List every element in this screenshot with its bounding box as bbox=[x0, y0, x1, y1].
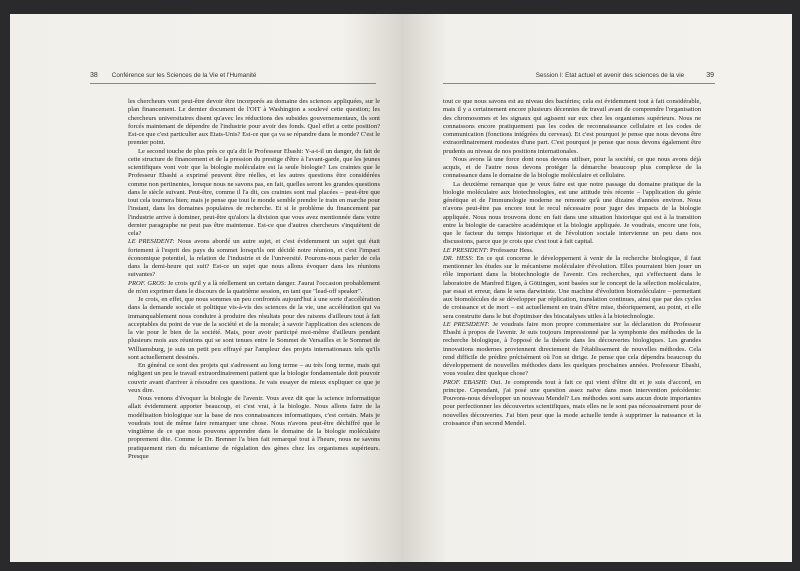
speaker-name: PROF. EBASHI bbox=[443, 378, 486, 386]
paragraph-text: les chercheurs vont peut-être devoir être incorporés au domaine des sciences appliquées, sur le plan financement. Le dernier document de l'OIT à Washington a soulevé cette question; les chercheurs universitaires disent qu'avec les réductions des subsides gouvernementaux, ils sont forcés maintenant de dépendre de l'industrie pour avoir des fonds. Quel effet a cette position? Est-ce que c'est particulier aux Etats-Unis? Est-ce que ça va se répandre dans le monde? C'est le premier point. bbox=[128, 98, 380, 147]
running-head-right bbox=[536, 72, 714, 79]
paragraph-text: Je voudrais faire mon propre commentaire sur la déclaration du Professeur Ebashi à propos de l'avenir. Je suis toujours impressionné par la symphonie des méthodes de la recherche biologique, à l'opposé de la théorie dans les découvertes biologiques. Les grandes innovations modernes proviennent directement de l'établissement de nouvelles méthodes. Cela rend difficile de prédire précisément où l'on se dirige. Je pense que cela dépendra beaucoup du développement de nouvelles méthodes dans les quelques prochaines années. Professeur Ebashi, vous voulez dire quelque chose? bbox=[443, 320, 701, 378]
running-head-text: Session I: Etat actuel et avenir des sciences de la vie bbox=[535, 72, 685, 79]
paragraph bbox=[443, 181, 701, 247]
page-number: 39 bbox=[706, 72, 714, 79]
paragraph: LE PRESIDENT: Je voudrais faire mon propre commentaire sur la déclaration du Professeur Ebashi à propos de l'avenir. Je suis toujours impressionné par la symphonie des méthodes de la recherche biologique, à l'opposé de la théorie dans les découvertes biologiques. Les grandes innovations modernes proviennent directement de l'établissement de nouvelles méthodes. Cela rend difficile de prédire précisément où l'on se dirige. Je pense que cela dépendra beaucoup du développement de nouvelles méthodes dans les quelques prochaines années. Professeur Ebashi, vous voulez dire quelque chose? bbox=[443, 320, 701, 378]
running-head-left bbox=[90, 72, 256, 79]
speaker-name: DR. HESS bbox=[443, 254, 472, 262]
speaker-name: LE PRESIDENT bbox=[128, 238, 173, 246]
speaker-name: PROF. GROS bbox=[128, 279, 165, 287]
left-page bbox=[10, 14, 401, 562]
header-rule bbox=[90, 83, 376, 84]
right-page bbox=[401, 14, 792, 562]
paragraph bbox=[443, 156, 701, 181]
paragraph-text: Nous avons abordé un autre sujet, et c'est évidemment un sujet qui était fortement à l'esprit des pays du sommet lorsqu'ils ont décidé notre réunion, et c'est l'impact économique potentiel, la relation de l'industrie et de l'université. Pourons-nous parler de cela dans la demi-heure qui suit? Est-ce un sujet que nous allons évoquer dans les réunions suivantes? bbox=[128, 238, 380, 279]
page-number: 38 bbox=[90, 72, 98, 79]
paragraph: LE PRESIDENT: Professeur Hess. bbox=[443, 246, 534, 254]
paragraph: LE PRESIDENT: Nous avons abordé un autre sujet, et c'est évidemment un sujet qui était fortement à l'esprit des pays du sommet lorsqu'ils ont décidé notre réunion, et c'est l'impact économique potentiel, la relation de l'industrie et de l'université. Pourons-nous parler de cela dans la demi-heure qui suit? Est-ce un sujet que nous allons évoquer dans les réunions suivantes? bbox=[128, 238, 380, 279]
paragraph-text: Oui. Je comprends tout à fait ce qui vient d'être dit et je suis d'accord, en principe. Cependant, j'ai posé une question assez naïve dans mon intervention précédente: Pouvons-nous développer un nouveau Mendel? Les méthodes sont sans aucun doute importantes pour perfectionner les découvertes scientifiques, mais elles ne le sont pas nécessairement pour de nouvelles découvertes. J'ai bien peur que la mode actuelle tende à supprimer la naissance et la croissance d'un second Mendel. bbox=[443, 378, 701, 427]
paragraph-text: Je crois, en effet, que nous sommes un peu confrontés aujourd'hui à une sorte d'accélération dans la demande sociale et politique vis-à-vis des sciences de la vie, une accélération qui va immanquablement nous conduire à produire des résultats pour des raisons d'ailleurs tout à fait acceptables du point de vue de la société et de la morale; à savoir l'application des sciences de la vie pour le bien de la société. Mais, pour avoir participé moi-même d'ailleurs pendant plusieurs mois aux réunions qui se sont tenues entre le Sommet de Versailles et le Sommet de Williamsburg, je suis un petit peu effrayé par l'ampleur des projets internationaux tels qu'ils sont actuellement dessinés. bbox=[128, 296, 380, 361]
open-book bbox=[10, 14, 792, 562]
paragraph-text: Professeur Hess. bbox=[489, 246, 534, 254]
paragraph: PROF. EBASHI: Oui. Je comprends tout à fait ce qui vient d'être dit et je suis d'accord, en principe. Cependant, j'ai posé une question assez naïve dans mon intervention précédente: Pouvons-nous développer un nouveau Mendel? Les méthodes sont sans aucun doute importantes pour perfectionner les découvertes scientifiques, mais elles ne le sont pas nécessairement pour de nouvelles découvertes. J'ai bien peur que la mode actuelle tende à supprimer la naissance et la croissance d'un second Mendel. bbox=[443, 378, 701, 427]
paragraph bbox=[128, 362, 380, 395]
speaker-name: LE PRESIDENT bbox=[443, 320, 488, 328]
paragraph-text: La deuxième remarque que je veux faire est que notre passage du domaine pratique de la biologie moléculaire aux biotechnologies, est une attitude très récente – l'application du génie génétique et de l'immunologie moderne ne remonte qu'à une dizaine d'années environ. Nous n'avons peut-être pas encore tout le recul nécessaire pour juger des impacts de la biologie appliquée. Nous nous trouvons donc en fait dans une situation historique qui est à la transition entre la biologie de caractère académique et la biologie appliquée. Je voudrais, encore une fois, que le facteur du temps historique et de l'évolution sociale intervienne un peu dans nos discussions, parce que je crois que c'est tout à fait capital. bbox=[443, 180, 701, 246]
paragraph-text: En général ce sont des projets qui s'adressent au long terme – au très long terme, mais qui négligent un peu le travail extraordinairement patient que la biologie fondamentale doit pouvoir couvrir avant d'arriver à résoudre ces questions. Je vais essayer de mieux expliquer ce que je veux dire. bbox=[128, 362, 380, 394]
paragraph-text: Je crois qu'il y a là réellement un certain danger. J'aurai l'occasion probablement de m'en exprimer dans le discours de la quatrième session, en tant que "lead-off speaker". bbox=[128, 279, 380, 295]
paragraph-text: Nous avons là une force dont nous devons utiliser, pour la société, ce que nous avons déjà acquis, et de l'autre nous devons protéger la démarche beaucoup plus complexe de la connaissance dans le domaine de la biologie moléculaire et cellulaire. bbox=[443, 155, 701, 180]
paragraph-text: tout ce que nous savons est au niveau des bactéries; cela est évidemment tout à fait considérable, mais il y a certainement encore plusieurs décennies de travail avant de comprendre l'organisation des chromosomes et les signaux qui agissent sur eux chez les organismes supérieurs. Nous ne connaissons encore pratiquement pas les codes de reconnaissance cellulaire et les codes de communication (fonctions intégrées du cerveau). Et c'est pourquoi je pense que nous devons être extraordinairement modestes d'une part. C'est pourquoi je pense que nous devons également être prudents au niveau de nos positions internationales. bbox=[443, 98, 701, 155]
speaker-name: LE PRESIDENT bbox=[443, 246, 487, 254]
paragraph: DR. HESS: En ce qui concerne le développement à venir de la recherche biologique, il faut mentionner les études sur le mécanisme moléculaire d'évolution. Elles pourraient bien jouer un rôle important dans la biotechnologie de l'avenir. Ces recherches, qui s'effectuent dans le laboratoire de Manfred Eigen, à Göttingen, sont basées sur le concept de la sélection moléculaire, par essai et erreur, dans le sens darwiniste. Une machine d'évolution biomoléculaire – permettant aux biomolécules de se développer par réplication, translation continues, ainsi que par des cycles de croissance et de mort – est actuellement en train d'être mise, théoriquement, au point, et elle sera construite dans le but d'optimiser des biocatalyses utiles à la biotechnologie. bbox=[443, 254, 701, 320]
paragraph bbox=[128, 98, 380, 148]
running-head-text: Conférence sur les Sciences de la Vie et l'Humanité bbox=[111, 72, 257, 79]
header-rule bbox=[443, 83, 715, 84]
paragraph bbox=[128, 395, 380, 461]
paragraph-text: Le second touche de plus près ce qu'a dit le Professeur Ebashi: Y-a-t-il un danger, du fait de cette structure de financement et de la pression du prestige d'être à l'avant-garde, que les jeunes scientifiques vont voir que la biologie moléculaire est la seule biologie? Les craintes que le Professeur Ebashi a exprimé peuvent être réelles, et les autres questions être considérées comme non pertinentes, lorsque nous ne savons pas, en fait, quelles seront les grandes questions dans le siècle suivant. Peut-être, comme il l'a dit, ces craintes sont mal placées – peut-être que tout cela tournera bien; mais je pense que tout le monde semble prendre le train en marche pour l'instant, dans les domaines populaires de recherche. Et si le problème du financement par l'industrie arrive à dominer, peut-être qu'alors la division que vous avez mentionnée dans votre dernier paragraphe ne peut pas être maintenue. Est-ce que d'autres chercheurs s'inquiètent de cela? bbox=[128, 147, 380, 237]
right-page-body bbox=[443, 98, 701, 428]
paragraph-text: Nous venons d'évoquer la biologie de l'avenir. Vous avez dit que la science informatique allait évidemment apporter beaucoup, et c'est vrai, à la biologie. Nous allons faire de la modélisation biologique sur la base de nos connaissances informatiques, c'est certain. Mais je voudrais tout de même faire remarquer une chose. Nous n'avons peut-être déchiffré que le vingtième de ce que nous pouvons apprendre dans le domaine de la biologie moléculaire proprement dite. Comme le Dr. Brenner l'a bien fait remarqué tout à l'heure, nous ne savons pratiquement rien du mécanisme de régulation des gènes chez les organismes supérieurs. Presque bbox=[128, 395, 380, 460]
left-page-body bbox=[128, 98, 380, 461]
paragraph: PROF. GROS: Je crois qu'il y a là réellement un certain danger. J'aurai l'occasion probablement de m'en exprimer dans le discours de la quatrième session, en tant que "lead-off speaker". bbox=[128, 279, 380, 295]
paragraph bbox=[443, 98, 701, 156]
paragraph bbox=[128, 296, 380, 362]
paragraph bbox=[128, 148, 380, 239]
paragraph-text: En ce qui concerne le développement à venir de la recherche biologique, il faut mentionner les études sur le mécanisme moléculaire d'évolution. Elles pourraient bien jouer un rôle important dans la biotechnologie de l'avenir. Ces recherches, qui s'effectuent dans le laboratoire de Manfred Eigen, à Göttingen, sont basées sur le concept de la sélection moléculaire, par essai et erreur, dans le sens darwiniste. Une machine d'évolution biomoléculaire – permettant aux biomolécules de se développer par réplication, translation continues, ainsi que par des cycles de croissance et de mort – est actuellement en train d'être mise, théoriquement, au point, et elle sera construite dans le but d'optimiser des biocatalyses utiles à la biotechnologie. bbox=[443, 254, 701, 320]
